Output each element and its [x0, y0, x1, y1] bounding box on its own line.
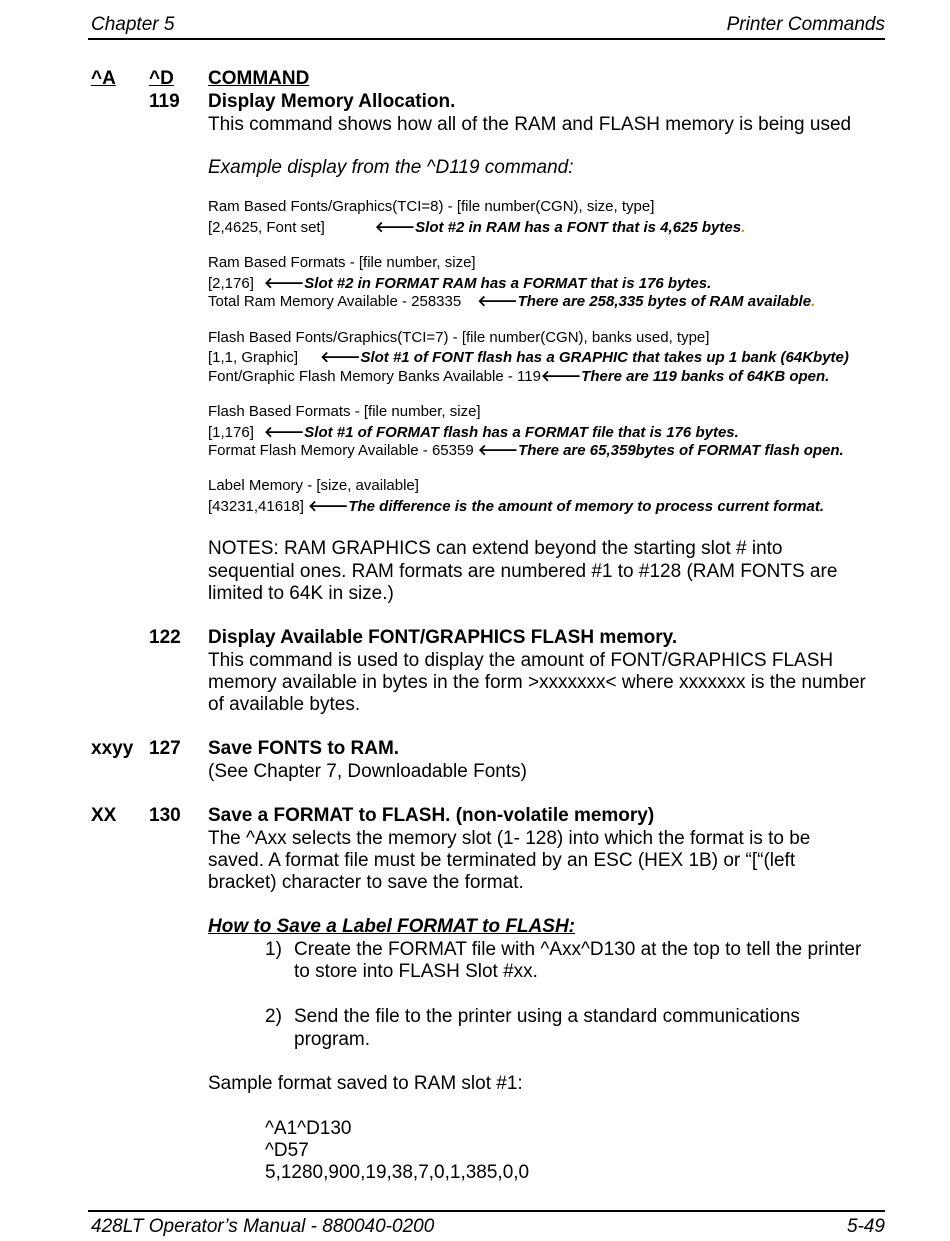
label-memory-value: [43231,41618] [208, 498, 304, 515]
page-number: 5-49 [846, 1216, 885, 1237]
command-desc-130-line-3: bracket) character to save the format. [208, 872, 524, 893]
label-memory-header: Label Memory - [size, available] [208, 477, 419, 494]
command-number-130: 130 [149, 805, 181, 826]
arrow-left-icon: 🡐 [264, 424, 305, 441]
flash-banks-annotation: 🡐There are 119 banks of 64KB open. [540, 368, 830, 385]
flash-fonts-entry [208, 347, 849, 366]
command-desc-122-line-3: of available bytes. [208, 694, 361, 715]
arrow-left-icon: 🡐 [264, 275, 305, 292]
command-number-127: 127 [149, 738, 181, 759]
notes-line-1: NOTES: RAM GRAPHICS can extend beyond the starting slot # into [208, 538, 783, 559]
command-desc-119: This command shows how all of the RAM and FLASH memory is being used [208, 114, 852, 135]
flash-formats-entry [208, 422, 739, 441]
flash-formats-header: Flash Based Formats - [file number, size] [208, 403, 481, 420]
notes-line-2: sequential ones. RAM formats are numbered #1 to #128 (RAM FONTS are [208, 561, 838, 582]
header-rule [88, 38, 885, 40]
notes-line-3: limited to 64K in size.) [208, 583, 394, 604]
column-d-heading: ^D [149, 68, 174, 89]
ram-formats-header: Ram Based Formats - [file number, size] [208, 254, 476, 271]
ram-fonts-annotation: 🡐Slot #2 in RAM has a FONT that is 4,625 bytes. [374, 219, 746, 236]
flash-banks-value: Font/Graphic Flash Memory Banks Available - 119 [208, 368, 541, 385]
flash-banks-entry [208, 366, 829, 385]
sample-caption: Sample format saved to RAM slot #1: [208, 1073, 523, 1094]
section-title: Printer Commands [726, 14, 885, 35]
example-caption: Example display from the ^D119 command: [208, 157, 574, 178]
code-line-2: ^D57 [265, 1140, 309, 1161]
label-memory-annotation: 🡐The difference is the amount of memory to process current format. [308, 498, 825, 515]
howto-heading: How to Save a Label FORMAT to FLASH: [208, 916, 575, 937]
arrow-left-icon: 🡐 [540, 368, 582, 385]
total-ram-annotation: 🡐There are 258,335 bytes of RAM available. [477, 293, 816, 310]
step-2-line-2: program. [294, 1029, 371, 1050]
command-desc-130-line-2: saved. A format file must be terminated by an ESC (HEX 1B) or “[“(left [208, 850, 796, 871]
command-number-122: 122 [149, 627, 181, 648]
format-flash-value: Format Flash Memory Available - 65359 [208, 442, 474, 459]
code-line-3: 5,1280,900,19,38,7,0,1,385,0,0 [265, 1162, 530, 1183]
command-desc-122-line-2: memory available in bytes in the form >xxxxxxx< where xxxxxxx is the number [208, 672, 866, 693]
flash-fonts-value: [1,1, Graphic] [208, 349, 299, 366]
step-1-line-1: Create the FORMAT file with ^Axx^D130 at the top to tell the printer [294, 939, 862, 960]
ram-fonts-header: Ram Based Fonts/Graphics(TCI=8) - [file number(CGN), size, type] [208, 198, 655, 215]
code-line-1: ^A1^D130 [265, 1118, 352, 1139]
command-desc-122-line-1: This command is used to display the amount of FONT/GRAPHICS FLASH [208, 650, 834, 671]
chapter-label: Chapter 5 [91, 14, 175, 35]
arrow-left-icon: 🡐 [477, 442, 519, 459]
command-title-122: Display Available FONT/GRAPHICS FLASH memory. [208, 627, 678, 648]
ram-formats-entry [208, 273, 711, 292]
command-title-119: Display Memory Allocation. [208, 91, 456, 112]
format-flash-annotation: 🡐There are 65,359bytes of FORMAT flash open. [477, 442, 844, 459]
flash-fonts-header: Flash Based Fonts/Graphics(TCI=7) - [file number(CGN), banks used, type] [208, 329, 710, 346]
step-2-line-1: Send the file to the printer using a standard communications [294, 1006, 800, 1027]
total-ram-value: Total Ram Memory Available - 258335 [208, 293, 462, 310]
footer-rule [88, 1210, 885, 1212]
format-flash-entry [208, 440, 844, 459]
step-2-number: 2) [265, 1006, 282, 1027]
ram-fonts-entry [208, 217, 745, 236]
ram-fonts-value: [2,4625, Font set] [208, 219, 325, 236]
column-command-heading: COMMAND [208, 68, 310, 89]
command-desc-127: (See Chapter 7, Downloadable Fonts) [208, 761, 527, 782]
command-title-130: Save a FORMAT to FLASH. (non-volatile memory) [208, 805, 655, 826]
arrow-left-icon: 🡐 [477, 293, 518, 310]
step-1-line-2: to store into FLASH Slot #xx. [294, 961, 538, 982]
flash-formats-value: [1,176] [208, 424, 254, 441]
command-param-130: XX [91, 805, 117, 826]
ram-formats-annotation: 🡐Slot #2 in FORMAT RAM has a FORMAT that is 176 bytes. [264, 275, 712, 292]
ram-formats-value: [2,176] [208, 275, 254, 292]
command-number-119: 119 [149, 91, 180, 112]
label-memory-entry [208, 496, 824, 515]
manual-title: 428LT Operator’s Manual - 880040-0200 [91, 1216, 435, 1237]
total-ram-entry [208, 291, 815, 310]
arrow-left-icon: 🡐 [320, 349, 361, 366]
command-param-127: xxyy [91, 738, 134, 759]
flash-fonts-annotation: 🡐Slot #1 of FONT flash has a GRAPHIC that takes up 1 bank (64Kbyte) [320, 349, 849, 366]
arrow-left-icon: 🡐 [308, 498, 349, 515]
command-desc-130-line-1: The ^Axx selects the memory slot (1- 128) into which the format is to be [208, 828, 811, 849]
step-1-number: 1) [265, 939, 282, 960]
flash-formats-annotation: 🡐Slot #1 of FORMAT flash has a FORMAT file that is 176 bytes. [264, 424, 739, 441]
arrow-left-icon: 🡐 [374, 219, 416, 236]
command-title-127: Save FONTS to RAM. [208, 738, 400, 759]
column-a-heading: ^A [91, 68, 116, 89]
